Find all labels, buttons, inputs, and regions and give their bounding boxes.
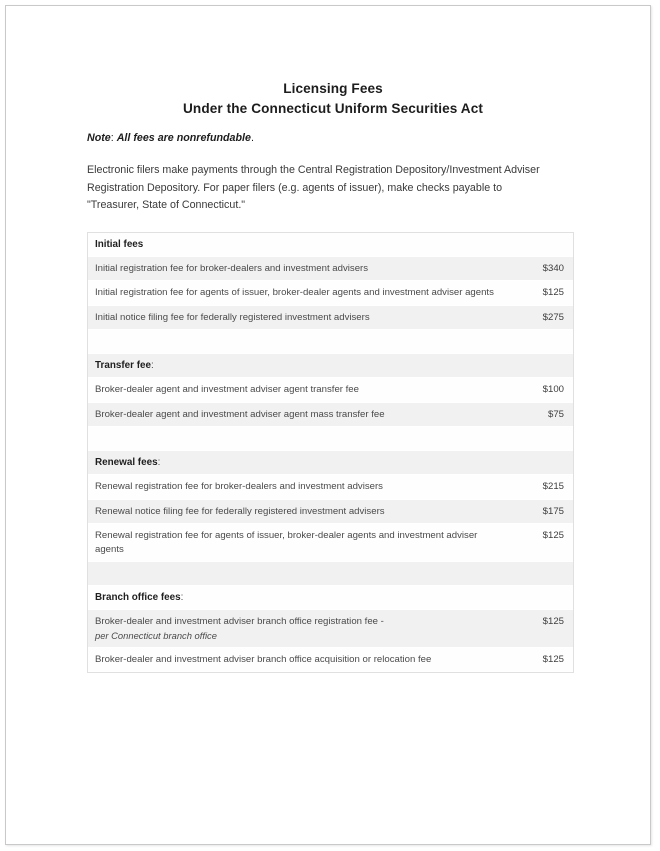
fee-table-row xyxy=(88,403,573,428)
fee-spacer-row xyxy=(88,330,573,354)
fee-description-cell: Initial notice filing fee for federally registered investment advisers xyxy=(95,311,370,323)
fee-section-header-row xyxy=(88,586,573,610)
fee-section-header-label: Branch office fees: xyxy=(95,592,184,603)
fee-table-row xyxy=(88,610,573,648)
fee-amount-cell xyxy=(502,354,573,364)
fee-amount-cell: $125 xyxy=(542,616,564,627)
fee-amount-cell: $215 xyxy=(542,481,564,492)
fee-section-header-row xyxy=(88,354,573,378)
intro-paragraph: Electronic filers make payments through the Central Registration Depository/Investment Adviser Registration Depository. For paper filers (e.g. agents of issuer), make checks payable to "Treasurer, State of Connecticut." xyxy=(87,164,540,211)
fee-section-header-label: Transfer fee: xyxy=(95,360,154,371)
fee-section-header-row xyxy=(88,451,573,475)
fee-section-header-label: Renewal fees: xyxy=(95,457,161,468)
fee-amount-cell: $340 xyxy=(542,262,564,274)
fee-section-header-colon: : xyxy=(157,457,161,468)
fee-table xyxy=(87,232,574,674)
fee-amount-cell: $125 xyxy=(542,653,564,665)
fee-amount-cell: $75 xyxy=(547,408,564,420)
fee-description-cell: Broker-dealer and investment adviser branch office acquisition or relocation fee xyxy=(95,653,432,665)
fee-table-row xyxy=(88,500,573,525)
fee-description-subnote: per Connecticut branch office xyxy=(95,629,217,641)
fee-description-cell: Broker-dealer agent and investment adviser agent mass transfer fee xyxy=(95,408,385,420)
fee-section-header-row xyxy=(88,233,573,257)
fee-table-row xyxy=(88,257,573,282)
fee-section-header-colon: : xyxy=(151,360,154,371)
fee-description-cell xyxy=(88,562,502,572)
fee-description-cell: Broker-dealer agent and investment adviser agent transfer fee xyxy=(95,384,359,395)
fee-amount-cell xyxy=(502,451,573,461)
fee-section-header-label: Initial fees xyxy=(95,238,144,250)
fee-table-row xyxy=(88,378,573,403)
fee-description-cell xyxy=(88,427,502,437)
fee-amount-cell xyxy=(502,330,573,340)
fee-description-cell: Initial registration fee for agents of issuer, broker-dealer agents and investment adviser agents xyxy=(95,287,494,298)
fee-table-row xyxy=(88,306,573,331)
document-body xyxy=(87,79,579,673)
fee-amount-cell xyxy=(502,562,573,572)
fee-amount-cell: $100 xyxy=(542,384,564,395)
fee-table-row xyxy=(88,475,573,500)
note-separator: : xyxy=(110,132,117,144)
fee-description-cell: Renewal notice filing fee for federally registered investment advisers xyxy=(95,505,385,517)
fee-table-row xyxy=(88,281,573,306)
fee-description-cell: Broker-dealer and investment adviser branch office registration fee - per Connecticut branch office xyxy=(88,610,502,647)
note-line xyxy=(87,131,579,146)
fee-table-row xyxy=(88,524,573,562)
document-page xyxy=(5,5,651,845)
fee-amount-cell: $125 xyxy=(542,287,564,298)
fee-amount-cell xyxy=(502,586,573,596)
note-period: . xyxy=(250,132,254,144)
fee-amount-cell xyxy=(502,427,573,437)
fee-amount-cell: $175 xyxy=(542,505,564,517)
page-title xyxy=(87,79,579,119)
fee-amount-cell xyxy=(502,233,573,243)
fee-description-cell xyxy=(88,330,502,340)
fee-spacer-row xyxy=(88,562,573,586)
fee-description-cell: Initial registration fee for broker-dealers and investment advisers xyxy=(95,262,369,274)
fee-description-cell: Renewal registration fee for agents of issuer, broker-dealer agents and investment adviser agents xyxy=(95,530,478,555)
note-text: All fees are nonrefundable xyxy=(116,132,251,144)
fee-spacer-row xyxy=(88,427,573,451)
page-title-line-1: Licensing Fees xyxy=(283,81,383,96)
note-label: Note xyxy=(87,132,111,144)
fee-section-header-colon: : xyxy=(180,592,184,603)
page-title-line-2: Under the Connecticut Uniform Securities Act xyxy=(183,101,483,116)
fee-amount-cell: $125 xyxy=(542,530,564,541)
fee-amount-cell: $275 xyxy=(542,311,564,323)
fee-description-cell: Renewal registration fee for broker-dealers and investment advisers xyxy=(95,481,383,492)
fee-table-row xyxy=(88,648,573,673)
